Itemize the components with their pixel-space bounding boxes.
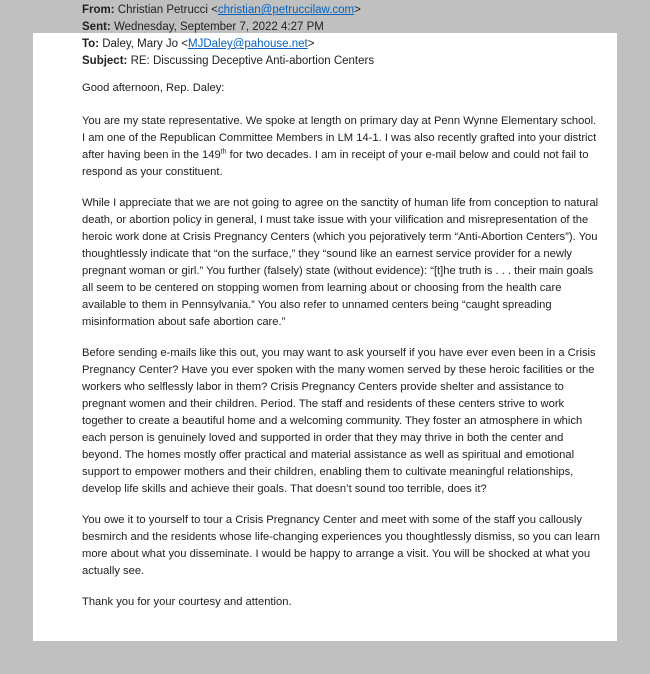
paragraph-1 [82,113,602,181]
from-row [82,2,602,19]
closing: Thank you for your courtesy and attention. [82,596,292,608]
from-name: Christian Petrucci < [117,4,218,16]
to-label: To: [82,38,100,50]
ordinal-superscript: th [220,148,227,156]
paragraph-3: Before sending e-mails like this out, you may want to ask yourself if you have ever even been in a Crisis Pregnancy Center? Have you ever spoken with the many women served by these heroic facilities or the workers who selflessly labor in them? Crisis Pregnancy Centers provide shelter and assistance to pregnant women and their children. Period. The staff and residents of these centers strive to work together to create a beautiful home and a welcoming community. They foster an atmosphere in which each person is genuinely loved and supported in order that they may thrive in both the center and beyond. The homes mostly offer practical and material assistance as well as spiritual and emotional support to empower mothers and their children, enabling them to cultivate meaningful relationships, develop life skills and achieve their goals. That doesn’t sound too terrible, does it? [82,347,596,495]
greeting: Good afternoon, Rep. Daley: [82,82,225,94]
to-name: Daley, Mary Jo < [102,38,188,50]
sent-value: Wednesday, September 7, 2022 4:27 PM [113,21,324,33]
to-row [82,36,602,53]
to-close: > [307,38,315,50]
paragraph-1-text-b: for two decades. I am in receipt of your e-mail below and could not fail to respond as your constituent. [82,149,589,178]
from-close: > [354,4,361,16]
to-email-link[interactable]: MJDaley@pahouse.net [187,38,308,50]
email-body [82,80,602,625]
paragraph-2: While I appreciate that we are not going to agree on the sanctity of human life from conception to natural death, or abortion policy in general, I must take issue with your vilification and misrepresentation of the heroic work done at Crisis Pregnancy Centers (which you pejoratively term “Anti-Abortion Centers”). You thoughtlessly indicate that “on the surface,” they “sound like an earnest service provider for a newly pregnant woman or girl.” You further (falsely) state (without evidence): “[t]he truth is . . . their main goals all seem to be centered on stopping women from learning about or choosing from the health care available to them in Pennsylvania.” You also refer to unnamed centers being “caught spreading misinformation about safe abortion care.” [82,197,599,328]
email-header [82,2,602,70]
subject-row [82,53,602,70]
paragraph-1-text-a: You are my state representative. We spoke at length on primary day at Penn Wynne Elementary school. I am one of the Republican Committee Members in LM 14-1. I was also recently grafted into your district after having been in the 149 [82,115,597,161]
subject-label: Subject: [82,55,128,67]
subject-value: RE: Discussing Deceptive Anti-abortion Centers [130,55,375,67]
from-label: From: [82,4,115,16]
paragraph-4: You owe it to yourself to tour a Crisis Pregnancy Center and meet with some of the staff you callously besmirch and the residents whose life-changing experiences you thoughtlessly dismiss, so you can learn more about what you disseminate. I would be happy to arrange a visit. You will be shocked at what you actually see. [82,514,601,577]
from-email-link[interactable]: christian@petruccilaw.com [217,4,355,16]
sent-row [82,19,602,36]
sent-label: Sent: [82,21,111,33]
